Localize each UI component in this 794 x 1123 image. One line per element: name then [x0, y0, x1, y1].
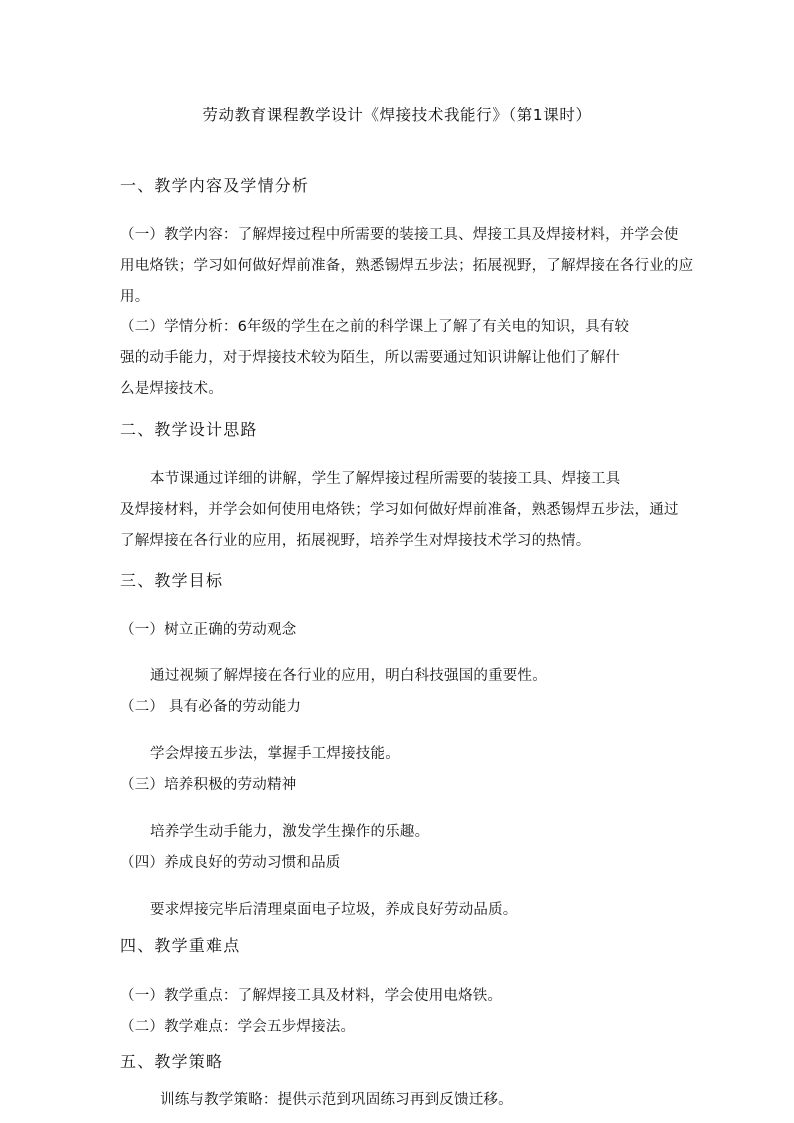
- subheading: （三）培养积极的劳动精神: [120, 777, 297, 793]
- document-title: 劳动教育课程教学设计《焊接技术我能行》（第1课时）: [202, 106, 592, 124]
- paragraph-line: （一）教学内容：了解焊接过程中所需要的装接工具、焊接工具及焊接材料，并学会使: [120, 227, 679, 243]
- section-heading-2: 二、教学设计思路: [120, 420, 258, 439]
- paragraph-line: 及焊接材料，并学会如何使用电烙铁；学习如何做好焊前准备，熟悉锡焊五步法，通过: [120, 502, 679, 518]
- subheading: （四）养成良好的劳动习惯和品质: [120, 855, 341, 871]
- paragraph-line: 本节课通过详细的讲解，学生了解焊接过程所需要的装接工具、焊接工具: [150, 471, 621, 487]
- paragraph-line: 了解焊接在各行业的应用，拓展视野，培养学生对焊接技术学习的热情。: [120, 533, 591, 549]
- paragraph-line: （一）教学重点：了解焊接工具及材料，学会使用电烙铁。: [120, 988, 503, 1004]
- subheading: （一）树立正确的劳动观念: [120, 622, 297, 638]
- section-heading-3: 三、教学目标: [120, 571, 224, 590]
- paragraph-line: 培养学生动手能力，激发学生操作的乐趣。: [150, 824, 430, 840]
- subheading: （二） 具有必备的劳动能力: [120, 699, 302, 715]
- paragraph-line: 学会焊接五步法，掌握手工焊接技能。: [150, 746, 400, 762]
- paragraph-line: 用电烙铁；学习如何做好焊前准备，熟悉锡焊五步法；拓展视野，了解焊接在各行业的应: [120, 258, 694, 274]
- paragraph-line: 用。: [120, 289, 150, 305]
- paragraph-line: （二）教学难点：学会五步焊接法。: [120, 1019, 356, 1035]
- section-heading-1: 一、教学内容及学情分析: [120, 176, 310, 195]
- section-heading-5: 五、教学策略: [120, 1052, 224, 1071]
- paragraph-line: （二）学情分析：6年级的学生在之前的科学课上了解了有关电的知识，具有较: [120, 319, 630, 335]
- paragraph-line: 训练与教学策略：提供示范到巩固练习再到反馈迁移。: [160, 1092, 513, 1108]
- paragraph-line: 强的动手能力，对于焊接技术较为陌生，所以需要通过知识讲解让他们了解什: [120, 350, 620, 366]
- paragraph-line: 通过视频了解焊接在各行业的应用，明白科技强国的重要性。: [150, 668, 547, 684]
- paragraph-line: 么是焊接技术。: [120, 381, 223, 397]
- section-heading-4: 四、教学重难点: [120, 936, 241, 955]
- paragraph-line: 要求焊接完毕后清理桌面电子垃圾，养成良好劳动品质。: [150, 902, 518, 918]
